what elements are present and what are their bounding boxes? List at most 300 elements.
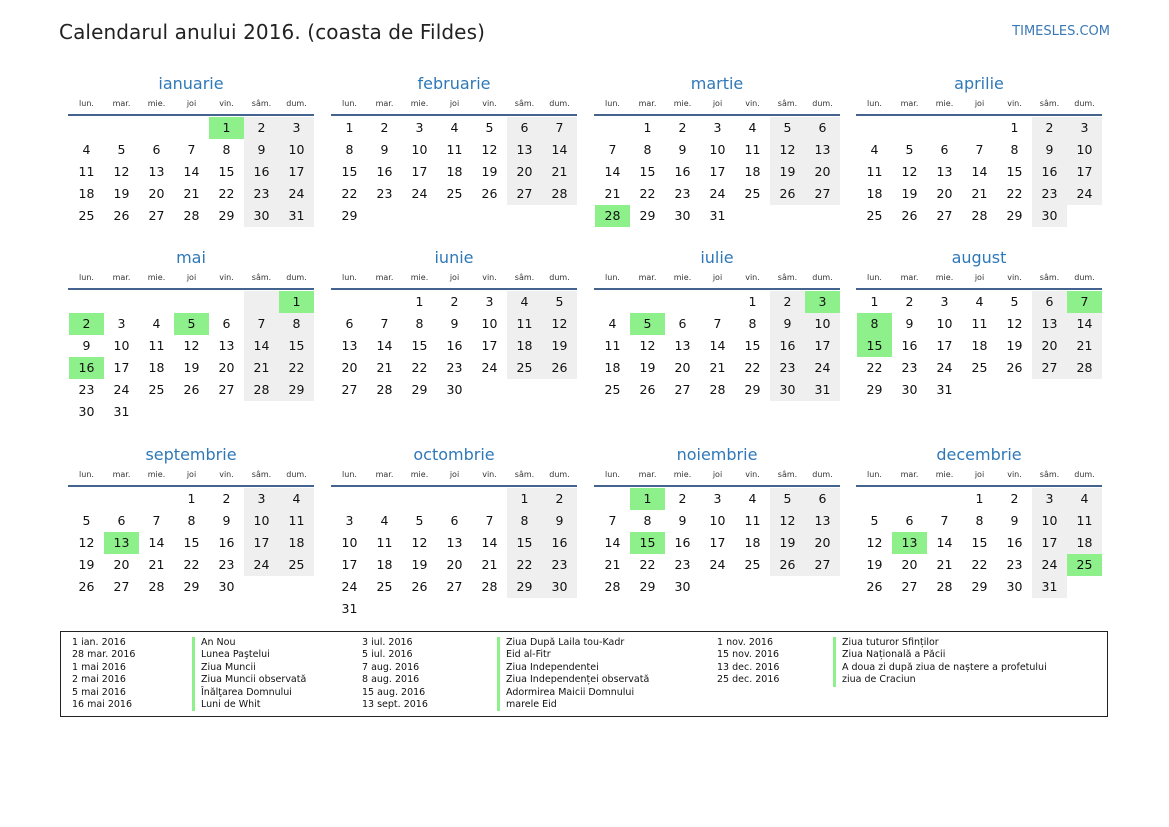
day-cell[interactable]: 16 (218, 535, 235, 550)
day-cell[interactable]: 13 (674, 338, 691, 353)
day-cell[interactable]: 26 (78, 579, 95, 594)
day-cell[interactable]: 9 (1010, 513, 1019, 528)
day-cell[interactable]: 25 (971, 360, 988, 375)
day-cell[interactable]: 28 (1067, 357, 1102, 379)
day-cell[interactable]: 1 (870, 294, 879, 309)
day-cell[interactable]: 8 (415, 316, 424, 331)
day-cell[interactable]: 8 (748, 316, 757, 331)
day-cell[interactable]: 13 (218, 338, 235, 353)
day-cell[interactable]: 4 (975, 294, 984, 309)
day-cell[interactable]: 22 (218, 186, 235, 201)
day-cell[interactable]: 23 (674, 186, 691, 201)
day-cell[interactable]: 14 (376, 338, 393, 353)
day-cell[interactable]: 5 (82, 513, 91, 528)
day-cell[interactable]: 31 (341, 601, 358, 616)
day-cell[interactable]: 1 (643, 120, 652, 135)
day-cell[interactable]: 18 (604, 360, 621, 375)
day-cell[interactable]: 26 (113, 208, 130, 223)
day-cell[interactable]: 18 (866, 186, 883, 201)
day-cell[interactable]: 11 (279, 510, 314, 532)
day-cell[interactable]: 26 (770, 554, 805, 576)
day-cell[interactable]: 31 (279, 205, 314, 227)
day-cell[interactable]: 26 (481, 186, 498, 201)
day-cell[interactable]: 4 (748, 120, 757, 135)
day-cell[interactable]: 20 (1032, 335, 1067, 357)
day-cell[interactable]: 6 (345, 316, 354, 331)
day-cell[interactable]: 28 (709, 382, 726, 397)
day-cell[interactable]: 11 (446, 142, 463, 157)
day-cell[interactable]: 16 (542, 532, 577, 554)
day-cell[interactable]: 3 (345, 513, 354, 528)
day-cell[interactable]: 27 (901, 579, 918, 594)
day-cell[interactable]: 20 (218, 360, 235, 375)
day-cell[interactable]: 16 (376, 164, 393, 179)
day-cell[interactable]: 3 (244, 488, 279, 510)
day-cell[interactable]: 11 (866, 164, 883, 179)
day-cell[interactable]: 22 (279, 357, 314, 379)
day-cell[interactable]: 27 (341, 382, 358, 397)
day-cell[interactable]: 23 (770, 357, 805, 379)
day-cell[interactable]: 17 (244, 532, 279, 554)
day-cell[interactable]: 3 (485, 294, 494, 309)
day-cell[interactable]: 24 (709, 557, 726, 572)
day-cell[interactable]: 23 (901, 360, 918, 375)
day-cell[interactable]: 6 (507, 117, 542, 139)
day-cell[interactable]: 18 (376, 557, 393, 572)
day-cell[interactable]: 3 (279, 117, 314, 139)
day-cell[interactable]: 6 (905, 513, 914, 528)
day-cell[interactable]: 7 (608, 513, 617, 528)
day-cell[interactable]: 25 (148, 382, 165, 397)
day-cell[interactable]: 20 (113, 557, 130, 572)
day-cell[interactable]: 11 (507, 313, 542, 335)
day-cell[interactable]: 14 (244, 335, 279, 357)
day-cell[interactable]: 17 (279, 161, 314, 183)
day-cell[interactable]: 4 (608, 316, 617, 331)
day-cell[interactable]: 11 (604, 338, 621, 353)
day-cell[interactable]: 29 (971, 579, 988, 594)
day-cell[interactable]: 10 (709, 142, 726, 157)
day-cell[interactable]: 11 (148, 338, 165, 353)
day-cell[interactable]: 31 (113, 404, 130, 419)
day-cell[interactable]: 17 (805, 335, 840, 357)
day-cell[interactable]: 2 (1010, 491, 1019, 506)
day-cell[interactable]: 17 (936, 338, 953, 353)
day-cell[interactable]: 15 (341, 164, 358, 179)
day-cell[interactable]: 20 (805, 532, 840, 554)
day-cell[interactable]: 17 (341, 557, 358, 572)
day-cell[interactable]: 29 (639, 579, 656, 594)
day-cell[interactable]: 9 (380, 142, 389, 157)
day-cell[interactable]: 5 (415, 513, 424, 528)
day-cell[interactable]: 17 (709, 164, 726, 179)
day-cell[interactable]: 13 (805, 139, 840, 161)
day-cell[interactable]: 7 (608, 142, 617, 157)
day-cell[interactable]: 28 (542, 183, 577, 205)
day-cell[interactable]: 23 (1032, 183, 1067, 205)
day-cell[interactable]: 7 (713, 316, 722, 331)
day-cell[interactable]: 30 (78, 404, 95, 419)
day-cell[interactable]: 16 (244, 161, 279, 183)
day-cell[interactable]: 3 (713, 120, 722, 135)
day-cell[interactable]: 15 (1006, 164, 1023, 179)
day-cell[interactable]: 27 (113, 579, 130, 594)
day-cell[interactable]: 22 (971, 557, 988, 572)
day-cell[interactable]: 6 (1032, 291, 1067, 313)
day-cell[interactable]: 9 (244, 139, 279, 161)
day-cell[interactable]: 29 (639, 208, 656, 223)
day-cell[interactable]: 6 (152, 142, 161, 157)
day-cell[interactable]: 24 (709, 186, 726, 201)
day-cell[interactable]: 11 (1067, 510, 1102, 532)
day-cell[interactable]: 16 (674, 164, 691, 179)
day-cell[interactable]: 18 (744, 164, 761, 179)
day-cell[interactable]: 29 (866, 382, 883, 397)
day-cell[interactable]: 9 (222, 513, 231, 528)
day-cell[interactable]: 9 (82, 338, 91, 353)
day-cell[interactable]: 23 (674, 557, 691, 572)
day-cell[interactable]: 1 (507, 488, 542, 510)
day-cell[interactable]: 10 (481, 316, 498, 331)
day-cell[interactable]: 23 (78, 382, 95, 397)
day-cell[interactable]: 21 (936, 557, 953, 572)
day-cell[interactable]: 2 (450, 294, 459, 309)
day-cell[interactable]: 10 (244, 510, 279, 532)
day-cell[interactable]: 10 (113, 338, 130, 353)
day-cell[interactable]: 17 (1032, 532, 1067, 554)
day-cell[interactable]: 29 (218, 208, 235, 223)
day-cell[interactable]: 1 (415, 294, 424, 309)
day-cell[interactable]: 23 (376, 186, 393, 201)
day-cell[interactable]: 21 (542, 161, 577, 183)
day-cell[interactable]: 22 (866, 360, 883, 375)
day-cell[interactable]: 31 (936, 382, 953, 397)
day-cell[interactable]: 10 (1067, 139, 1102, 161)
day-cell[interactable]: 15 (639, 164, 656, 179)
day-cell[interactable]: 8 (643, 513, 652, 528)
day-cell[interactable]: 25 (78, 208, 95, 223)
day-cell[interactable]: 24 (1032, 554, 1067, 576)
day-cell[interactable]: 2 (678, 491, 687, 506)
day-cell[interactable]: 17 (411, 164, 428, 179)
day-cell[interactable]: 24 (244, 554, 279, 576)
day-cell[interactable]: 8 (222, 142, 231, 157)
day-cell[interactable]: 14 (936, 535, 953, 550)
day-cell[interactable]: 29 (411, 382, 428, 397)
day-cell[interactable]: 6 (678, 316, 687, 331)
day-cell[interactable]: 18 (507, 335, 542, 357)
holiday-day-cell[interactable]: 7 (1067, 291, 1102, 313)
day-cell[interactable]: 31 (1032, 576, 1067, 598)
day-cell[interactable]: 8 (345, 142, 354, 157)
day-cell[interactable]: 22 (507, 554, 542, 576)
day-cell[interactable]: 24 (341, 579, 358, 594)
day-cell[interactable]: 22 (639, 186, 656, 201)
day-cell[interactable]: 5 (1010, 294, 1019, 309)
holiday-day-cell[interactable]: 15 (630, 532, 665, 554)
day-cell[interactable]: 19 (542, 335, 577, 357)
day-cell[interactable]: 21 (244, 357, 279, 379)
day-cell[interactable]: 18 (744, 535, 761, 550)
holiday-day-cell[interactable]: 16 (69, 357, 104, 379)
day-cell[interactable]: 18 (1067, 532, 1102, 554)
day-cell[interactable]: 6 (805, 117, 840, 139)
day-cell[interactable]: 13 (148, 164, 165, 179)
day-cell[interactable]: 29 (507, 576, 542, 598)
day-cell[interactable]: 30 (244, 205, 279, 227)
day-cell[interactable]: 19 (1006, 338, 1023, 353)
day-cell[interactable]: 27 (218, 382, 235, 397)
day-cell[interactable]: 6 (450, 513, 459, 528)
day-cell[interactable]: 27 (674, 382, 691, 397)
day-cell[interactable]: 13 (507, 139, 542, 161)
day-cell[interactable]: 28 (971, 208, 988, 223)
holiday-day-cell[interactable]: 8 (857, 313, 892, 335)
day-cell[interactable]: 15 (744, 338, 761, 353)
day-cell[interactable]: 8 (1010, 142, 1019, 157)
day-cell[interactable]: 7 (485, 513, 494, 528)
day-cell[interactable]: 8 (975, 513, 984, 528)
day-cell[interactable]: 5 (117, 142, 126, 157)
day-cell[interactable]: 19 (866, 557, 883, 572)
day-cell[interactable]: 9 (678, 142, 687, 157)
day-cell[interactable]: 15 (411, 338, 428, 353)
day-cell[interactable]: 20 (901, 557, 918, 572)
day-cell[interactable]: 2 (222, 491, 231, 506)
day-cell[interactable]: 30 (446, 382, 463, 397)
day-cell[interactable]: 19 (411, 557, 428, 572)
day-cell[interactable]: 16 (446, 338, 463, 353)
day-cell[interactable]: 7 (152, 513, 161, 528)
day-cell[interactable]: 12 (770, 139, 805, 161)
day-cell[interactable]: 5 (905, 142, 914, 157)
day-cell[interactable]: 12 (113, 164, 130, 179)
day-cell[interactable]: 13 (805, 510, 840, 532)
day-cell[interactable]: 25 (376, 579, 393, 594)
day-cell[interactable]: 25 (744, 557, 761, 572)
day-cell[interactable]: 18 (148, 360, 165, 375)
day-cell[interactable]: 23 (542, 554, 577, 576)
day-cell[interactable]: 24 (113, 382, 130, 397)
day-cell[interactable]: 11 (744, 513, 761, 528)
day-cell[interactable]: 21 (971, 186, 988, 201)
day-cell[interactable]: 4 (279, 488, 314, 510)
day-cell[interactable]: 25 (279, 554, 314, 576)
day-cell[interactable]: 4 (870, 142, 879, 157)
day-cell[interactable]: 18 (446, 164, 463, 179)
day-cell[interactable]: 6 (940, 142, 949, 157)
day-cell[interactable]: 19 (770, 532, 805, 554)
day-cell[interactable]: 30 (218, 579, 235, 594)
day-cell[interactable]: 2 (770, 291, 805, 313)
day-cell[interactable]: 12 (901, 164, 918, 179)
day-cell[interactable]: 17 (709, 535, 726, 550)
day-cell[interactable]: 7 (187, 142, 196, 157)
day-cell[interactable]: 3 (1067, 117, 1102, 139)
day-cell[interactable]: 5 (485, 120, 494, 135)
day-cell[interactable]: 14 (183, 164, 200, 179)
day-cell[interactable]: 17 (1067, 161, 1102, 183)
day-cell[interactable]: 15 (279, 335, 314, 357)
day-cell[interactable]: 26 (901, 208, 918, 223)
day-cell[interactable]: 21 (1067, 335, 1102, 357)
day-cell[interactable]: 16 (1032, 161, 1067, 183)
day-cell[interactable]: 11 (744, 142, 761, 157)
day-cell[interactable]: 3 (940, 294, 949, 309)
day-cell[interactable]: 10 (411, 142, 428, 157)
day-cell[interactable]: 29 (183, 579, 200, 594)
day-cell[interactable]: 14 (971, 164, 988, 179)
day-cell[interactable]: 14 (542, 139, 577, 161)
day-cell[interactable]: 28 (183, 208, 200, 223)
day-cell[interactable]: 16 (1006, 535, 1023, 550)
day-cell[interactable]: 21 (376, 360, 393, 375)
day-cell[interactable]: 30 (901, 382, 918, 397)
day-cell[interactable]: 2 (244, 117, 279, 139)
day-cell[interactable]: 14 (604, 164, 621, 179)
day-cell[interactable]: 11 (376, 535, 393, 550)
day-cell[interactable]: 21 (148, 557, 165, 572)
day-cell[interactable]: 4 (380, 513, 389, 528)
day-cell[interactable]: 15 (507, 532, 542, 554)
day-cell[interactable]: 10 (341, 535, 358, 550)
day-cell[interactable]: 27 (805, 183, 840, 205)
day-cell[interactable]: 29 (1006, 208, 1023, 223)
day-cell[interactable]: 29 (744, 382, 761, 397)
day-cell[interactable]: 21 (183, 186, 200, 201)
day-cell[interactable]: 11 (971, 316, 988, 331)
day-cell[interactable]: 16 (770, 335, 805, 357)
day-cell[interactable]: 10 (805, 313, 840, 335)
day-cell[interactable]: 22 (183, 557, 200, 572)
day-cell[interactable]: 23 (244, 183, 279, 205)
day-cell[interactable]: 3 (1032, 488, 1067, 510)
day-cell[interactable]: 14 (604, 535, 621, 550)
day-cell[interactable]: 20 (936, 186, 953, 201)
day-cell[interactable]: 22 (744, 360, 761, 375)
day-cell[interactable]: 21 (604, 557, 621, 572)
day-cell[interactable]: 19 (78, 557, 95, 572)
brand-link[interactable]: TIMESLES.COM (1012, 24, 1110, 39)
day-cell[interactable]: 26 (639, 382, 656, 397)
day-cell[interactable]: 5 (542, 291, 577, 313)
day-cell[interactable]: 15 (218, 164, 235, 179)
day-cell[interactable]: 12 (770, 510, 805, 532)
day-cell[interactable]: 1 (187, 491, 196, 506)
day-cell[interactable]: 26 (866, 579, 883, 594)
day-cell[interactable]: 4 (748, 491, 757, 506)
day-cell[interactable]: 19 (770, 161, 805, 183)
day-cell[interactable]: 19 (183, 360, 200, 375)
day-cell[interactable]: 12 (183, 338, 200, 353)
holiday-day-cell[interactable]: 2 (69, 313, 104, 335)
day-cell[interactable]: 11 (78, 164, 95, 179)
day-cell[interactable]: 9 (450, 316, 459, 331)
day-cell[interactable]: 21 (709, 360, 726, 375)
day-cell[interactable]: 12 (481, 142, 498, 157)
day-cell[interactable]: 2 (678, 120, 687, 135)
day-cell[interactable]: 4 (82, 142, 91, 157)
day-cell[interactable]: 2 (905, 294, 914, 309)
day-cell[interactable]: 6 (805, 488, 840, 510)
day-cell[interactable]: 30 (1032, 205, 1067, 227)
day-cell[interactable]: 26 (542, 357, 577, 379)
day-cell[interactable]: 14 (1067, 313, 1102, 335)
day-cell[interactable]: 28 (148, 579, 165, 594)
day-cell[interactable]: 19 (113, 186, 130, 201)
day-cell[interactable]: 30 (542, 576, 577, 598)
day-cell[interactable]: 23 (446, 360, 463, 375)
holiday-day-cell[interactable]: 13 (104, 532, 139, 554)
day-cell[interactable]: 25 (507, 357, 542, 379)
day-cell[interactable]: 18 (78, 186, 95, 201)
day-cell[interactable]: 12 (639, 338, 656, 353)
holiday-day-cell[interactable]: 3 (805, 291, 840, 313)
day-cell[interactable]: 22 (639, 557, 656, 572)
day-cell[interactable]: 2 (380, 120, 389, 135)
day-cell[interactable]: 17 (113, 360, 130, 375)
day-cell[interactable]: 21 (481, 557, 498, 572)
day-cell[interactable]: 25 (866, 208, 883, 223)
day-cell[interactable]: 20 (148, 186, 165, 201)
day-cell[interactable]: 28 (376, 382, 393, 397)
day-cell[interactable]: 23 (218, 557, 235, 572)
day-cell[interactable]: 8 (187, 513, 196, 528)
day-cell[interactable]: 15 (183, 535, 200, 550)
day-cell[interactable]: 5 (770, 117, 805, 139)
day-cell[interactable]: 3 (415, 120, 424, 135)
day-cell[interactable]: 16 (901, 338, 918, 353)
day-cell[interactable]: 18 (279, 532, 314, 554)
day-cell[interactable]: 24 (936, 360, 953, 375)
day-cell[interactable]: 21 (604, 186, 621, 201)
day-cell[interactable]: 19 (901, 186, 918, 201)
day-cell[interactable]: 1 (1010, 120, 1019, 135)
day-cell[interactable]: 1 (748, 294, 757, 309)
day-cell[interactable]: 19 (639, 360, 656, 375)
day-cell[interactable]: 10 (936, 316, 953, 331)
day-cell[interactable]: 7 (542, 117, 577, 139)
day-cell[interactable]: 20 (446, 557, 463, 572)
day-cell[interactable]: 27 (148, 208, 165, 223)
day-cell[interactable]: 4 (507, 291, 542, 313)
day-cell[interactable]: 7 (975, 142, 984, 157)
day-cell[interactable]: 24 (1067, 183, 1102, 205)
day-cell[interactable]: 20 (507, 161, 542, 183)
day-cell[interactable]: 5 (770, 488, 805, 510)
day-cell[interactable]: 1 (345, 120, 354, 135)
holiday-day-cell[interactable]: 5 (174, 313, 209, 335)
day-cell[interactable]: 14 (148, 535, 165, 550)
day-cell[interactable]: 25 (446, 186, 463, 201)
day-cell[interactable]: 13 (1032, 313, 1067, 335)
day-cell[interactable]: 20 (341, 360, 358, 375)
day-cell[interactable]: 12 (1006, 316, 1023, 331)
day-cell[interactable]: 9 (905, 316, 914, 331)
day-cell[interactable]: 30 (770, 379, 805, 401)
holiday-day-cell[interactable]: 1 (209, 117, 244, 139)
day-cell[interactable]: 19 (481, 164, 498, 179)
day-cell[interactable]: 25 (604, 382, 621, 397)
day-cell[interactable]: 8 (507, 510, 542, 532)
day-cell[interactable]: 13 (446, 535, 463, 550)
day-cell[interactable]: 23 (1006, 557, 1023, 572)
day-cell[interactable]: 3 (713, 491, 722, 506)
day-cell[interactable]: 6 (117, 513, 126, 528)
day-cell[interactable]: 4 (152, 316, 161, 331)
day-cell[interactable]: 7 (244, 313, 279, 335)
day-cell[interactable]: 10 (709, 513, 726, 528)
